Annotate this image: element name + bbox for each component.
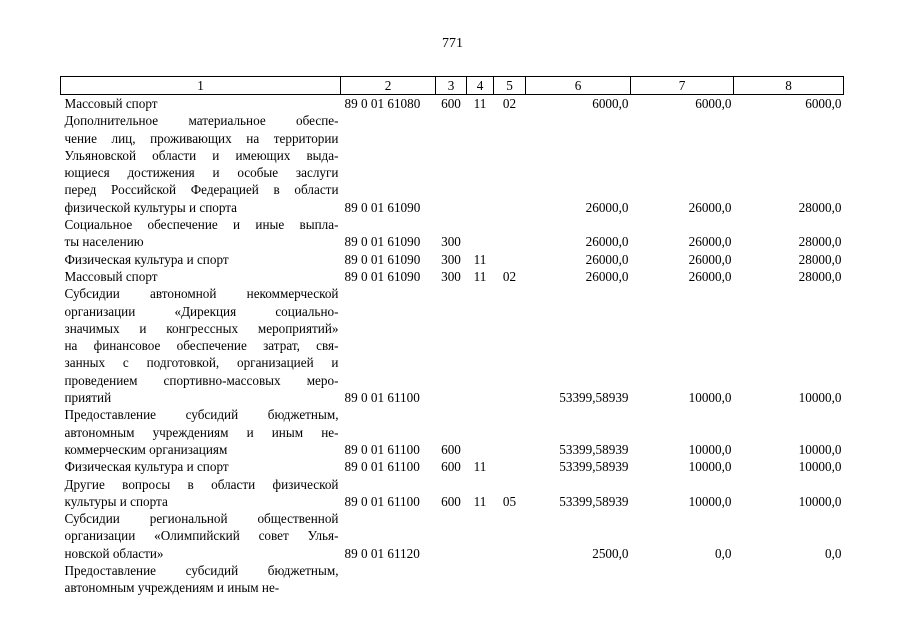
table-row [61, 476, 844, 511]
row-value-1: 53399,58939 [559, 441, 629, 457]
row-value-3: 10000,0 [798, 390, 842, 406]
row-value-1: 26000,0 [585, 199, 629, 215]
row-value-1 [526, 562, 631, 597]
row-value-2: 26000,0 [688, 199, 732, 215]
row-code [341, 562, 436, 597]
description-line: Ульяновской области и имеющих выда- [64, 147, 339, 163]
row-expense-type [436, 562, 467, 597]
page-number: 771 [442, 36, 463, 51]
table-row [61, 112, 844, 216]
row-value-3: 10000,0 [798, 459, 842, 475]
row-section: 11 [473, 251, 487, 267]
row-section [467, 510, 494, 562]
row-value-2: 6000,0 [695, 96, 732, 111]
column-header-row [61, 77, 844, 95]
row-code: 89 0 01 61090 [344, 234, 421, 250]
row-description [61, 476, 341, 511]
row-description [61, 251, 341, 268]
row-expense-type: 300 [441, 251, 461, 267]
description-line: Субсидии региональной общественной [64, 511, 339, 527]
table-row [61, 406, 844, 458]
table-row [61, 268, 844, 285]
row-value-3 [734, 562, 844, 597]
description-line: Предоставление субсидий бюджетным, [64, 563, 339, 579]
row-section: 11 [473, 493, 487, 509]
description-line: ющиеся достижения и особые заслуги [64, 165, 339, 181]
description-line: Другие вопросы в области физической [64, 476, 339, 492]
row-section [467, 112, 494, 216]
description-line: Дополнительное материальное обеспе- [64, 113, 339, 129]
row-subsection: 05 [502, 493, 517, 509]
row-value-1: 26000,0 [585, 268, 629, 284]
row-value-1: 53399,58939 [559, 459, 629, 475]
table-row [61, 216, 844, 251]
description-line: автономным учреждениям и иным не- [64, 580, 280, 596]
row-code: 89 0 01 61100 [344, 459, 420, 475]
row-expense-type [436, 510, 467, 562]
row-value-2 [631, 562, 734, 597]
row-value-3: 28000,0 [798, 251, 842, 267]
row-subsection: 02 [502, 268, 517, 284]
description-line: Массовый спорт [64, 268, 158, 284]
table-row [61, 510, 844, 562]
row-value-3: 0,0 [825, 545, 842, 561]
description-line: Предоставление субсидий бюджетным, [64, 407, 339, 423]
column-header: 5 [494, 77, 526, 95]
row-description [61, 112, 341, 216]
description-line: ты населению [64, 234, 144, 250]
row-description [61, 510, 341, 562]
row-value-2: 26000,0 [688, 234, 732, 250]
row-expense-type: 600 [441, 441, 461, 457]
row-value-2: 10000,0 [688, 493, 732, 509]
row-subsection [494, 216, 526, 251]
row-value-1: 6000,0 [592, 96, 629, 111]
column-header: 7 [631, 77, 734, 95]
row-description [61, 285, 341, 406]
row-value-1: 2500,0 [592, 545, 629, 561]
column-header: 8 [734, 77, 844, 95]
row-description [61, 406, 341, 458]
description-line: на финансовое обеспечение затрат, свя- [64, 338, 339, 354]
row-subsection [494, 562, 526, 597]
row-expense-type: 600 [441, 493, 461, 509]
row-subsection [494, 112, 526, 216]
row-code: 89 0 01 61090 [344, 251, 421, 267]
row-code: 89 0 01 61090 [344, 199, 421, 215]
row-expense-type [436, 112, 467, 216]
row-description [61, 562, 341, 597]
row-subsection: 02 [502, 96, 517, 111]
row-code: 89 0 01 61080 [344, 96, 421, 111]
row-value-2: 26000,0 [688, 251, 732, 267]
row-section: 11 [473, 96, 487, 111]
row-value-1: 53399,58939 [559, 493, 629, 509]
table-row [61, 95, 844, 113]
description-line: чение лиц, проживающих на территории [64, 130, 339, 146]
row-subsection [494, 458, 526, 475]
description-line: новской области» [64, 545, 164, 561]
row-value-2: 10000,0 [688, 459, 732, 475]
description-line: организации «Дирекция социально- [64, 303, 339, 319]
description-line: Массовый спорт [64, 96, 158, 111]
row-expense-type [436, 285, 467, 406]
row-value-3: 10000,0 [798, 441, 842, 457]
row-code: 89 0 01 61120 [344, 545, 420, 561]
row-subsection [494, 251, 526, 268]
table-body [61, 95, 844, 597]
row-value-3: 6000,0 [805, 96, 842, 111]
row-value-3: 28000,0 [798, 199, 842, 215]
row-section: 11 [473, 268, 487, 284]
description-line: занных с подготовкой, организацией и [64, 355, 339, 371]
row-description [61, 458, 341, 475]
description-line: автономным учреждениям и иным не- [64, 424, 339, 440]
description-line: значимых и конгрессных мероприятий» [64, 320, 339, 336]
table-row [61, 458, 844, 475]
description-line: организации «Олимпийский совет Улья- [64, 528, 339, 544]
budget-table [60, 76, 844, 597]
row-value-2: 0,0 [715, 545, 732, 561]
row-section: 11 [473, 459, 487, 475]
column-header: 2 [341, 77, 436, 95]
column-header: 4 [467, 77, 494, 95]
row-expense-type: 300 [441, 234, 461, 250]
row-value-1: 26000,0 [585, 251, 629, 267]
row-description [61, 95, 341, 113]
row-value-3: 10000,0 [798, 493, 842, 509]
row-subsection [494, 285, 526, 406]
row-section [467, 285, 494, 406]
row-value-2: 26000,0 [688, 268, 732, 284]
row-subsection [494, 406, 526, 458]
row-value-1: 26000,0 [585, 234, 629, 250]
description-line: коммерческим организациям [64, 441, 228, 457]
description-line: Субсидии автономной некоммерческой [64, 286, 339, 302]
description-line: Физическая культура и спорт [64, 251, 229, 267]
description-line: культуры и спорта [64, 493, 168, 509]
row-description [61, 216, 341, 251]
row-code: 89 0 01 61100 [344, 493, 420, 509]
row-section [467, 406, 494, 458]
row-expense-type: 600 [441, 459, 461, 475]
row-value-3: 28000,0 [798, 268, 842, 284]
description-line: физической культуры и спорта [64, 199, 238, 215]
description-line: Физическая культура и спорт [64, 459, 229, 475]
row-value-2: 10000,0 [688, 390, 732, 406]
row-code: 89 0 01 61100 [344, 441, 420, 457]
row-value-2: 10000,0 [688, 441, 732, 457]
table-row [61, 251, 844, 268]
description-line: Социальное обеспечение и иные выпла- [64, 217, 339, 233]
column-header: 1 [61, 77, 341, 95]
row-value-3: 28000,0 [798, 234, 842, 250]
row-section [467, 562, 494, 597]
row-expense-type: 600 [441, 96, 461, 111]
column-header: 3 [436, 77, 467, 95]
table-row [61, 562, 844, 597]
row-expense-type: 300 [441, 268, 461, 284]
row-subsection [494, 510, 526, 562]
row-code: 89 0 01 61100 [344, 390, 420, 406]
column-header: 6 [526, 77, 631, 95]
row-value-1: 53399,58939 [559, 390, 629, 406]
description-line: приятий [64, 390, 112, 406]
table-row [61, 285, 844, 406]
description-line: перед Российской Федерацией в области [64, 182, 339, 198]
row-code: 89 0 01 61090 [344, 268, 421, 284]
row-section [467, 216, 494, 251]
description-line: проведением спортивно-массовых меро- [64, 372, 339, 388]
row-description [61, 268, 341, 285]
